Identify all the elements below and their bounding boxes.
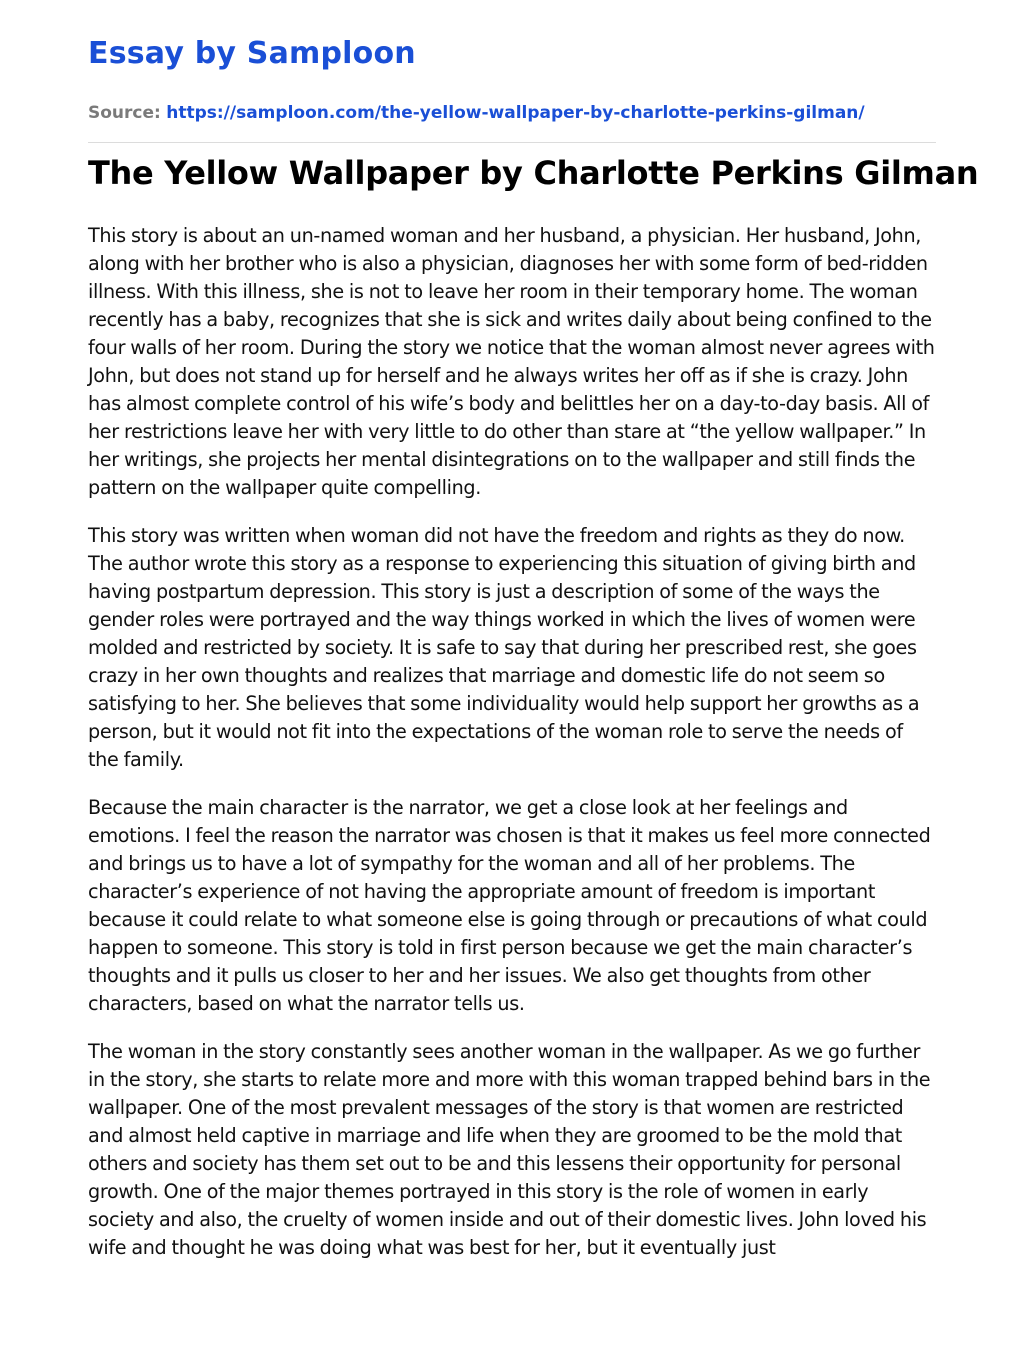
essay-paragraph: This story was written when woman did not have the freedom and rights as they do now. The author wrote this story as a response to experiencing this situation of giving birth and having postpartum depression. This story is just a description of some of the ways the gender roles were portrayed and the way things worked in which the lives of women were molded and restricted by society. It is safe to say that during her prescribed rest, she goes crazy in her own thoughts and realizes that marriage and domestic life do not seem so satisfying to her. She believes that some individuality would help support her growths as a person, but it would not fit into the expectations of the woman role to serve the needs of the family. xyxy=(88,524,920,771)
essay-paragraph: Because the main character is the narrator, we get a close look at her feelings and emotions. I feel the reason the narrator was chosen is that it makes us feel more connected and brings us to have a lot of sympathy for the woman and all of her problems. The character’s experience of not having the appropriate amount of freedom is important because it could relate to what someone else is going through or precautions of what could happen to someone. This story is told in first person because we get the main character’s thoughts and it pulls us closer to her and her issues. We also get thoughts from other characters, based on what the narrator tells us. xyxy=(88,796,931,1015)
header-divider xyxy=(88,142,936,143)
essay-paragraph: This story is about an un-named woman and her husband, a physician. Her husband, John, along with her brother who is also a physician, diagnoses her with some form of bed-ridden illness. With this illness, she is not to leave her room in their temporary home. The woman recently has a baby, recognizes that she is sick and writes daily about being confined to the four walls of her room. During the story we notice that the woman almost never agrees with John, but does not stand up for herself and he always writes her off as if she is crazy. John has almost complete control of his wife’s body and belittles her on a day-to-day basis. All of her restrictions leave her with very little to do other than stare at “the yellow wallpaper.” In her writings, she projects her mental disintegrations on to the wallpaper and still finds the pattern on the wallpaper quite compelling. xyxy=(88,224,935,499)
source-link[interactable]: https://samploon.com/the-yellow-wallpaper-by-charlotte-perkins-gilman/ xyxy=(166,103,865,123)
essay-body xyxy=(88,222,936,1282)
essay-paragraph: The woman in the story constantly sees another woman in the wallpaper. As we go further in the story, she starts to relate more and more with this woman trapped behind bars in the wallpaper. One of the most prevalent messages of the story is that women are restricted and almost held captive in marriage and life when they are groomed to be the mold that others and society has them set out to be and this lessens their opportunity for personal growth. One of the major themes portrayed in this story is the role of women in early society and also, the cruelty of women inside and out of their domestic lives. John loved his wife and thought he was doing what was best for her, but it eventually just xyxy=(88,1040,931,1259)
source-label: Source: xyxy=(88,103,161,123)
essay-title: The Yellow Wallpaper by Charlotte Perkins Gilman xyxy=(88,154,979,192)
site-brand: Essay by Samploon xyxy=(88,36,416,71)
source-line xyxy=(88,103,865,123)
